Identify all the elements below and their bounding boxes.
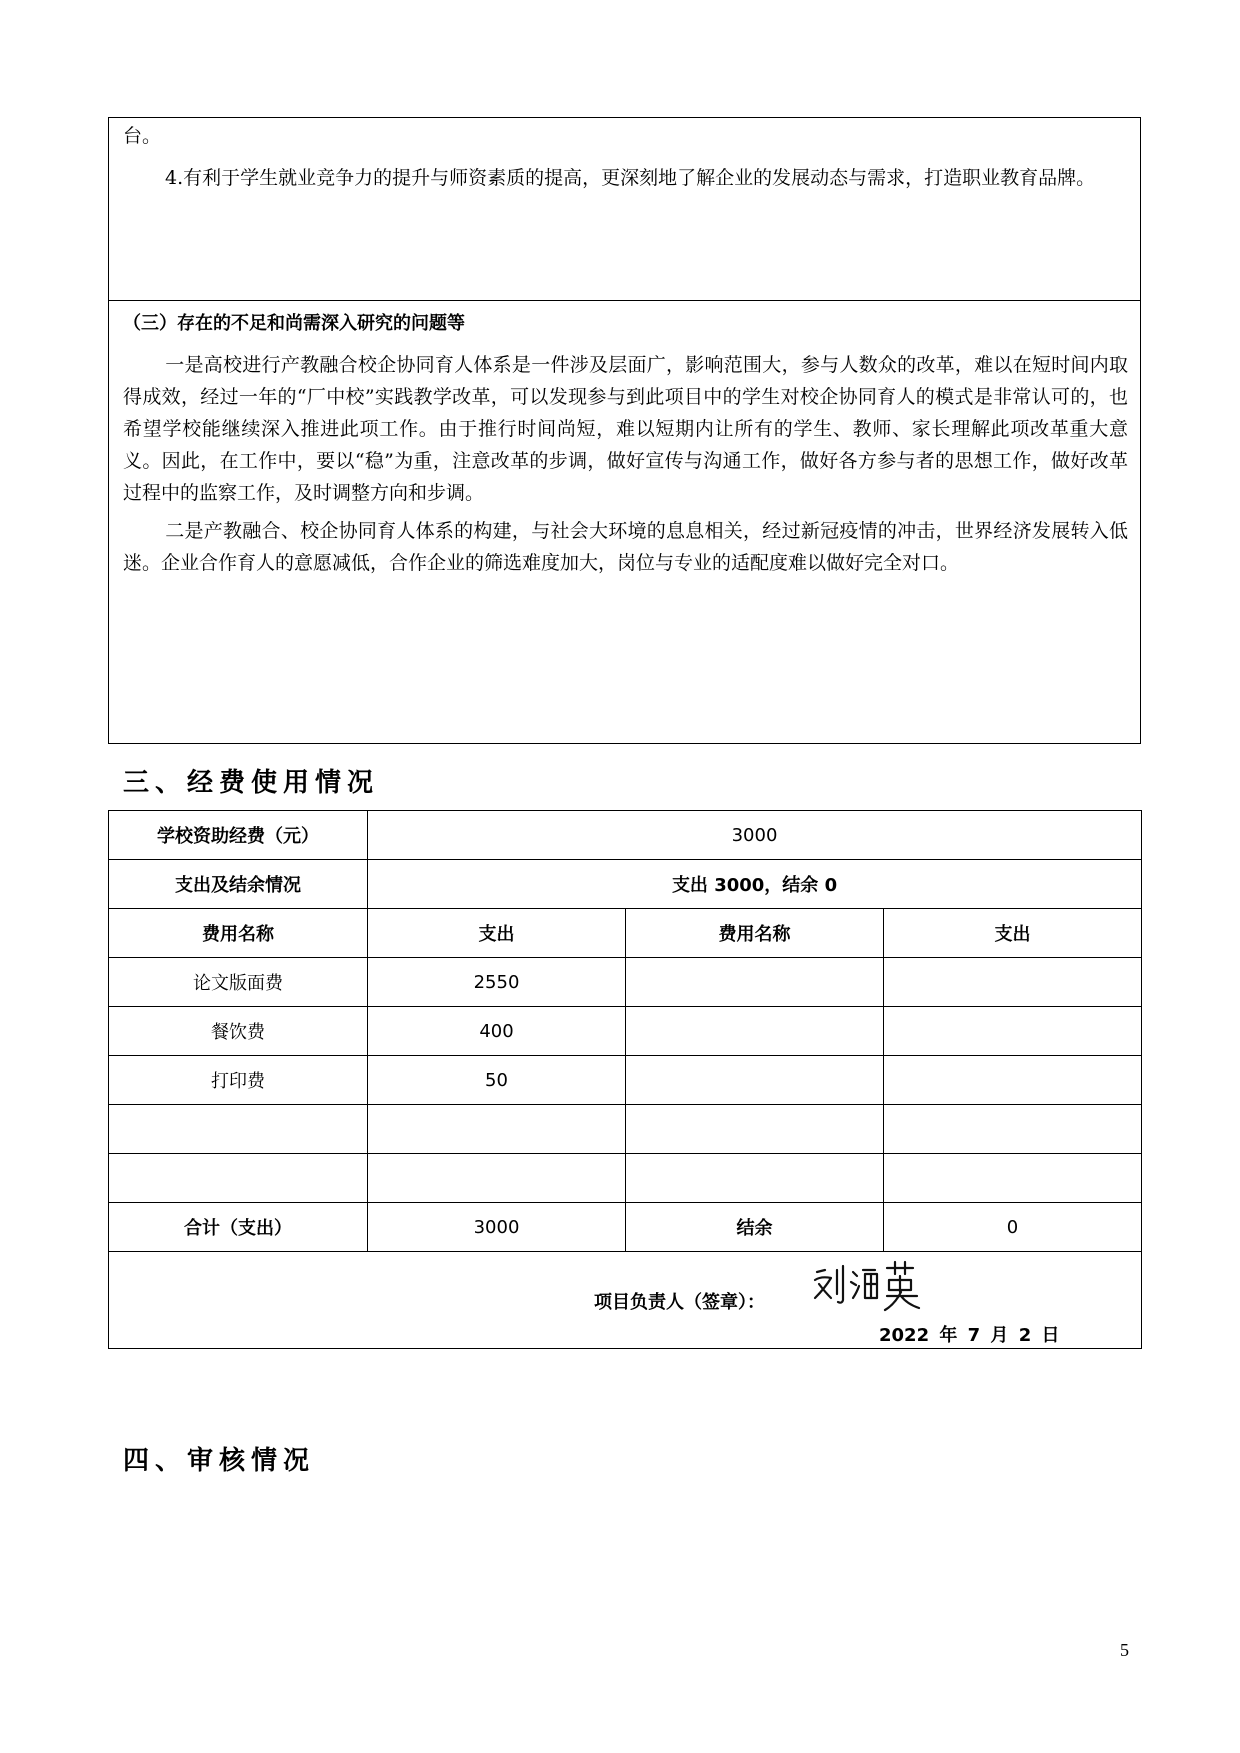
expense-name: 论文版面费 [109, 958, 368, 1007]
expense-amount: 400 [368, 1007, 626, 1056]
shortcomings-paragraph-2: 二是产教融合、校企协同育人体系的构建，与社会大环境的息息相关，经过新冠疫情的冲击，世界经济发展转入低迷。企业合作育人的意愿减低，合作企业的筛选难度加大，岗位与专业的适配度难以做好完全对口。 [123, 520, 1128, 574]
expense-name-2 [626, 1105, 884, 1154]
signer-label: 项目负责人（签章）： [594, 1292, 765, 1313]
expense-amount-2 [884, 958, 1142, 1007]
column-header-spend-2: 支出 [884, 909, 1142, 958]
shortcomings-heading: （三）存在的不足和尚需深入研究的问题等 [123, 313, 465, 334]
column-header-name-2: 费用名称 [626, 909, 884, 958]
funding-label: 学校资助经费（元） [109, 811, 368, 860]
remain-value: 0 [884, 1203, 1142, 1252]
benefit-item-4: 4.有利于学生就业竞争力的提升与师资素质的提高，更深刻地了解企业的发展动态与需求，打造职业教育品牌。 [165, 167, 1096, 189]
signature-cell [109, 1252, 1142, 1349]
table-row [109, 1056, 1142, 1105]
signature-row [109, 1252, 1142, 1349]
page-number: 5 [1120, 1640, 1129, 1660]
balance-value: 支出 3000，结余 0 [368, 860, 1142, 909]
expense-amount: 2550 [368, 958, 626, 1007]
shortcomings-box [108, 300, 1141, 744]
column-header-name: 费用名称 [109, 909, 368, 958]
expense-name-2 [626, 1154, 884, 1203]
expense-name-2 [626, 1007, 884, 1056]
expense-name [109, 1154, 368, 1203]
funding-row [109, 811, 1142, 860]
expense-name-2 [626, 1056, 884, 1105]
expense-amount: 50 [368, 1056, 626, 1105]
sign-date: 2022 年 7 月 2 日 [879, 1325, 1060, 1346]
expense-amount-2 [884, 1007, 1142, 1056]
total-row [109, 1203, 1142, 1252]
table-row [109, 1007, 1142, 1056]
expense-name: 打印费 [109, 1056, 368, 1105]
section-3-title: 三、经费使用情况 [123, 768, 380, 798]
continued-text: 台。 [123, 125, 162, 147]
expense-name-2 [626, 958, 884, 1007]
section-4-title: 四、审核情况 [123, 1446, 316, 1476]
shortcomings-paragraph-1: 一是高校进行产教融合校企协同育人体系是一件涉及层面广，影响范围大，参与人数众的改革，难以在短时间内取得成效，经过一年的“厂中校”实践教学改革，可以发现参与到此项目中的学生对校企协同育人的模式是非常认可的，也希望学校能继续深入推进此项工作。由于推行时间尚短，难以短期内让所有的学生、教师、家长理解此项改革重大意义。因此，在工作中，要以“稳”为重，注意改革的步调，做好宣传与沟通工作，做好各方参与者的思想工作，做好改革过程中的监察工作，及时调整方向和步调。 [123, 354, 1128, 504]
column-header-spend: 支出 [368, 909, 626, 958]
expense-name: 餐饮费 [109, 1007, 368, 1056]
total-value: 3000 [368, 1203, 626, 1252]
funding-table [108, 810, 1142, 1349]
remain-label: 结余 [626, 1203, 884, 1252]
table-row [109, 1105, 1142, 1154]
expense-amount [368, 1154, 626, 1203]
balance-label: 支出及结余情况 [109, 860, 368, 909]
expense-amount-2 [884, 1105, 1142, 1154]
benefits-box [108, 117, 1141, 301]
handwritten-signature [809, 1258, 929, 1318]
table-row [109, 958, 1142, 1007]
funding-value: 3000 [368, 811, 1142, 860]
table-row [109, 1154, 1142, 1203]
total-label: 合计（支出） [109, 1203, 368, 1252]
table-header-row [109, 909, 1142, 958]
balance-row [109, 860, 1142, 909]
expense-amount [368, 1105, 626, 1154]
expense-name [109, 1105, 368, 1154]
expense-amount-2 [884, 1056, 1142, 1105]
expense-amount-2 [884, 1154, 1142, 1203]
